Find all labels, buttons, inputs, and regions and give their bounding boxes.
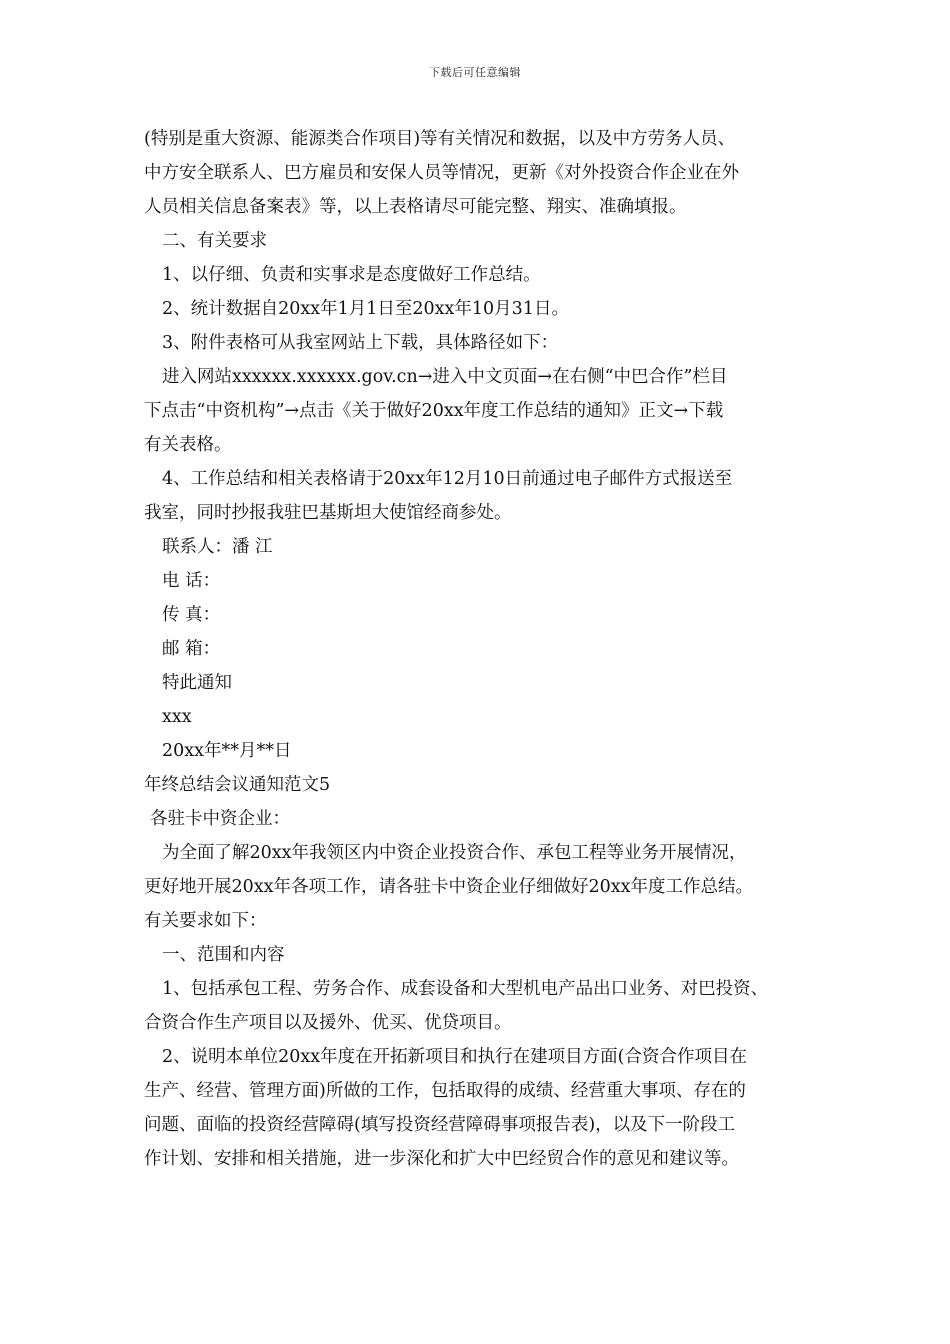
text-line: 作计划、安排和相关措施，进一步深化和扩大中巴经贸合作的意见和建议等。 xyxy=(144,1149,739,1169)
text-line: 二、有关要求 xyxy=(162,231,267,251)
text-line: 我室，同时抄报我驻巴基斯坦大使馆经商参处。 xyxy=(144,503,512,523)
text-line: 合资合作生产项目以及援外、优买、优贷项目。 xyxy=(144,1013,512,1033)
text-line: 20xx年**月**日 xyxy=(162,741,292,761)
text-line: 更好地开展20xx年各项工作，请各驻卡中资企业仔细做好20xx年度工作总结。 xyxy=(144,877,754,897)
text-line: 联系人：潘 江 xyxy=(162,537,273,557)
text-line: 2、统计数据自20xx年1月1日至20xx年10月31日。 xyxy=(162,299,569,319)
text-line: 中方安全联系人、巴方雇员和安保人员等情况，更新《对外投资合作企业在外 xyxy=(144,163,739,183)
text-line: 有关表格。 xyxy=(144,435,232,455)
text-line: xxx xyxy=(162,707,192,727)
text-line: 有关要求如下： xyxy=(144,911,267,931)
text-line: 下点击“中资机构”→点击《关于做好20xx年度工作总结的通知》正文→下载 xyxy=(144,401,724,421)
page-header: 下载后可任意编辑 xyxy=(429,66,521,79)
text-line: 问题、面临的投资经营障碍(填写投资经营障碍事项报告表)，以及下一阶段工 xyxy=(144,1115,736,1135)
document-body xyxy=(144,122,824,1176)
text-line: 电 话： xyxy=(162,571,221,591)
text-line: 各驻卡中资企业： xyxy=(150,809,290,829)
text-line: 4、工作总结和相关表格请于20xx年12月10日前通过电子邮件方式报送至 xyxy=(162,469,733,489)
text-line: 一、范围和内容 xyxy=(162,945,285,965)
text-line: 生产、经营、管理方面)所做的工作，包括取得的成绩、经营重大事项、存在的 xyxy=(144,1081,746,1101)
text-line: 邮 箱： xyxy=(162,639,221,659)
text-line: 为全面了解20xx年我领区内中资企业投资合作、承包工程等业务开展情况， xyxy=(162,843,747,863)
text-line: 进入网站xxxxxx.xxxxxx.gov.cn→进入中文页面→在右侧“中巴合作”栏目 xyxy=(162,367,728,387)
text-line: 人员相关信息备案表》等，以上表格请尽可能完整、翔实、准确填报。 xyxy=(144,197,687,217)
text-line: 年终总结会议通知范文5 xyxy=(144,775,331,795)
text-line: 3、附件表格可从我室网站上下载，具体路径如下： xyxy=(162,333,559,353)
text-line: 传 真： xyxy=(162,605,221,625)
text-line: 2、说明本单位20xx年度在开拓新项目和执行在建项目方面(合资合作项目在 xyxy=(162,1047,747,1067)
text-line: 特此通知 xyxy=(162,673,232,693)
text-line: 1、包括承包工程、劳务合作、成套设备和大型机电产品出口业务、对巴投资、 xyxy=(162,979,769,999)
text-line: (特别是重大资源、能源类合作项目)等有关情况和数据，以及中方劳务人员、 xyxy=(144,129,736,149)
text-line: 1、以仔细、负责和实事求是态度做好工作总结。 xyxy=(162,265,541,285)
